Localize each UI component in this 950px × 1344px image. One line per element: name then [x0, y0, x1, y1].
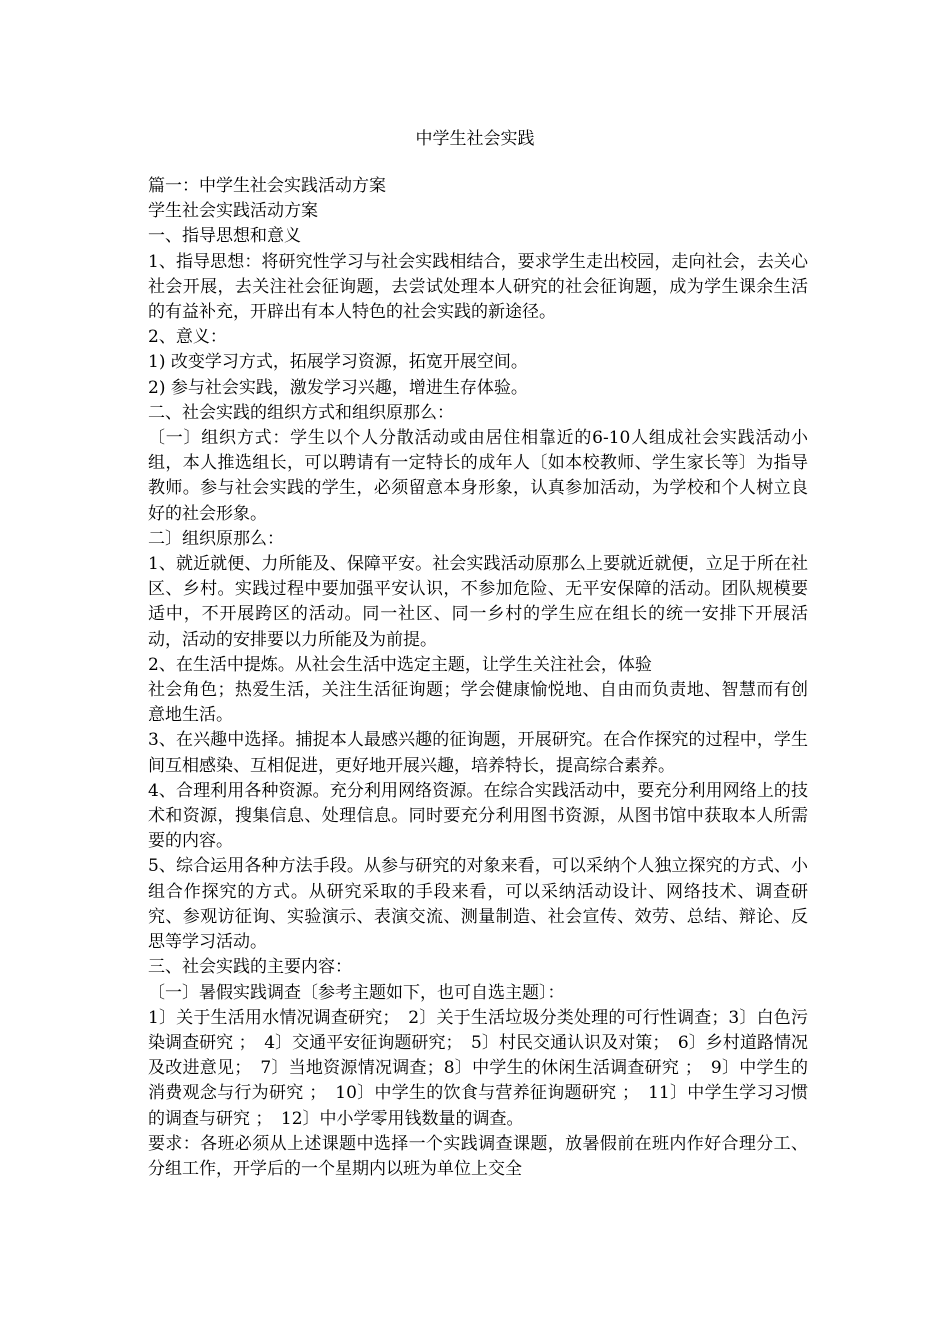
document-body: [148, 174, 808, 1182]
heading-section-one: 一、指导思想和意义: [148, 226, 301, 247]
list-item-significance-1: 1) 改变学习方式，拓展学习资源，拓宽开展空间。: [148, 352, 528, 373]
document-title: 中学生社会实践: [415, 129, 535, 149]
paragraph-principle-2-cont: 社会角色；热爱生活，关注生活征询题；学会健康愉悦地、自由而负责地、智慧而有创意地生活。: [148, 680, 808, 726]
heading-summer-survey: 〔一〕暑假实践调查〔参考主题如下，也可自选主题〕：: [148, 982, 565, 1003]
paragraph-requirements: 要求：各班必须从上述课题中选择一个实践调查课题，放暑假前在班内作好合理分工、分组工作，开学后的一个星期内以班为单位上交全: [148, 1133, 808, 1179]
list-item-significance-2: 2) 参与社会实践，激发学习兴趣，增进生存体验。: [148, 377, 528, 398]
paragraph-principle-1: 1、就近就便、力所能及、保障平安。社会实践活动原那么上要就近就便，立足于所在社区、乡村。实践过程中要加强平安认识，不参加危险、无平安保障的活动。团队规模要适中，不开展跨区的活动。同一社区、同一乡村的学生应在组长的统一安排下开展活动，活动的安排要以力所能及为前提。: [148, 554, 808, 650]
paragraph-principle-5: 5、综合运用各种方法手段。从参与研究的对象来看，可以采纳个人独立探究的方式、小组合作探究的方式。从研究采取的手段来看，可以采纳活动设计、网络技术、调查研究、参观访征询、实验演示、表演交流、测量制造、社会宣传、效劳、总结、辩论、反思等学习活动。: [148, 856, 808, 953]
heading-section-three: 三、社会实践的主要内容：: [148, 957, 352, 978]
heading-organization-principle: 二〕组织原那么：: [148, 528, 284, 549]
paragraph-guiding-idea: 1、指导思想：将研究性学习与社会实践相结合，要求学生走出校园，走向社会，去关心社会开展，去关注社会征询题，去尝试处理本人研究的社会征询题，成为学生课余生活的有益补充，开辟出有本人特色的社会实践的新途径。: [148, 251, 808, 323]
paragraph-organization-method: 〔一〕组织方式：学生以个人分散活动或由居住相靠近的6-10人组成社会实践活动小组，本人推选组长，可以聘请有一定特长的成年人〔如本校教师、学生家长等〕为指导教师。参与社会实践的学生，必须留意本身形象，认真参加活动，为学校和个人树立良好的社会形象。: [148, 428, 808, 524]
heading-plan: 学生社会实践活动方案: [148, 201, 318, 222]
heading-section-two: 二、社会实践的组织方式和组织原那么：: [148, 402, 454, 423]
paragraph-principle-4: 4、合理利用各种资源。充分利用网络资源。在综合实践活动中，要充分利用网络上的技术和资源，搜集信息、处理信息。同时要充分利用图书资源，从图书馆中获取本人所需要的内容。: [148, 780, 808, 852]
paragraph-principle-3: 3、在兴趣中选择。捕捉本人最感兴趣的征询题，开展研究。在合作探究的过程中，学生间互相感染、互相促进，更好地开展兴趣，培养特长，提高综合素养。: [148, 730, 808, 776]
paragraph-survey-topics: 1〕关于生活用水情况调查研究； 2〕关于生活垃圾分类处理的可行性调查；3〕白色污染调查研究 ； 4〕交通平安征询题研究； 5〕村民交通认识及对策； 6〕乡村道路情况及改进意见； 7〕当地资源情况调查；8〕中学生的休闲生活调查研究 ； 9〕中学生的消费观念与行为研究 ； 10〕中学生的饮食与营养征询题研究 ； 11〕中学生学习习惯的调查与研究 ； 12〕中小学零用钱数量的调查。: [148, 1007, 808, 1129]
heading-article-one: 篇一：中学生社会实践活动方案: [148, 176, 386, 196]
heading-significance: 2、意义：: [148, 327, 227, 348]
paragraph-principle-2-start: 2、在生活中提炼。从社会生活中选定主题，让学生关注社会，体验: [148, 654, 652, 675]
